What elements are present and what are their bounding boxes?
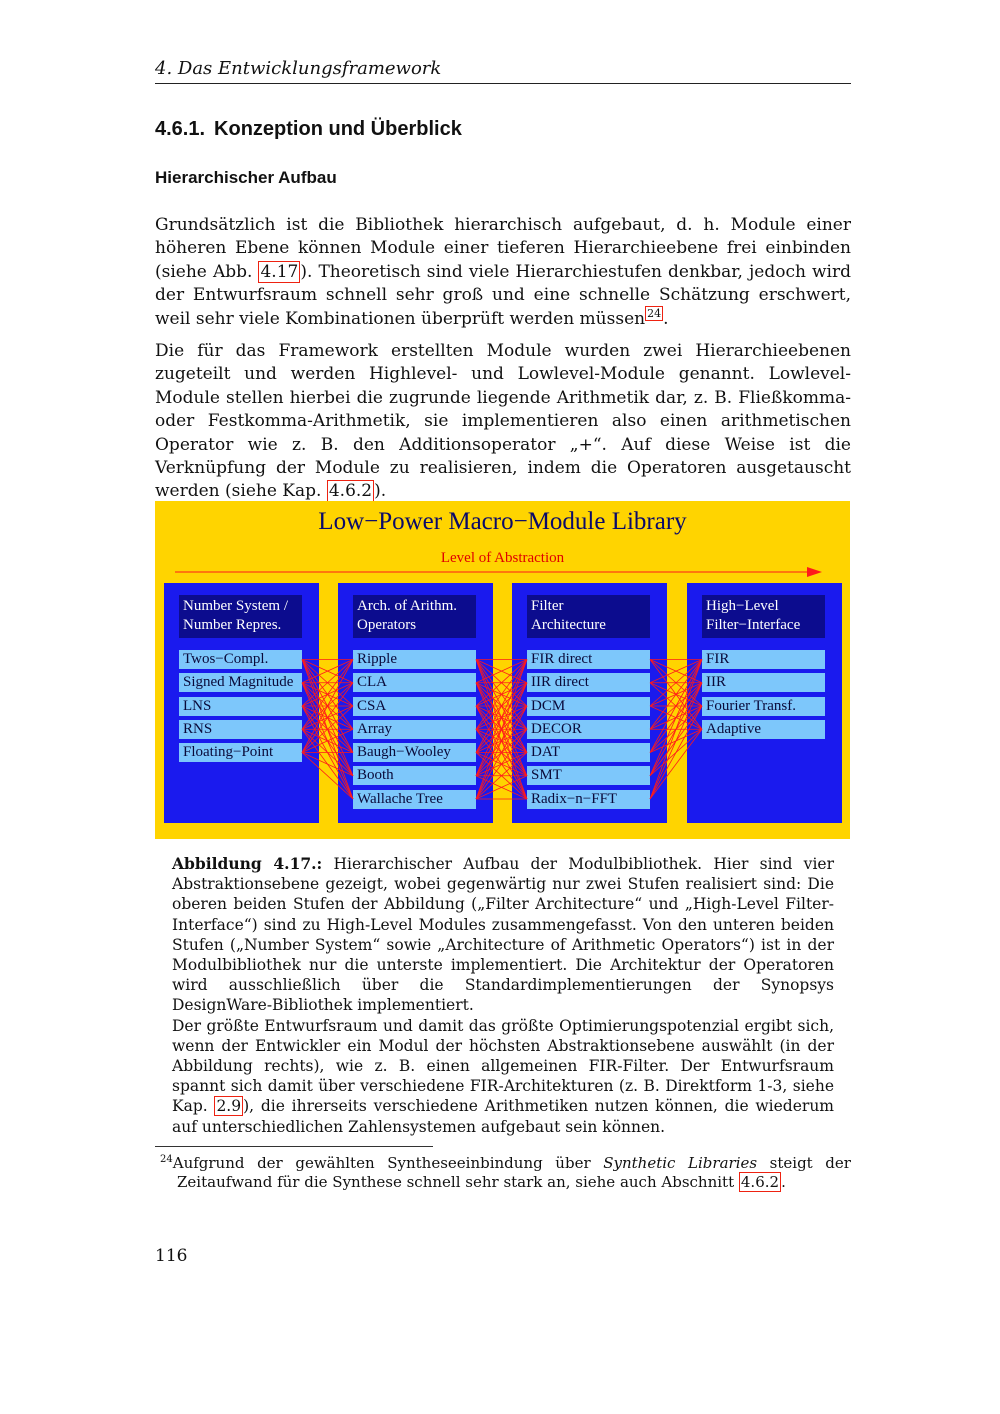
module-item: Array (353, 720, 476, 739)
column-header-line: Number Repres. (183, 616, 282, 633)
abstraction-label: Level of Abstraction (440, 550, 565, 566)
footnote-marker-link[interactable]: 24 (647, 306, 662, 320)
module-item: LNS (179, 697, 302, 716)
module-item: Booth (353, 766, 476, 785)
footnote-emphasis: Synthetic Libraries (603, 1154, 758, 1172)
page-number: 116 (155, 1246, 188, 1266)
column-header-line: Operators (357, 616, 417, 633)
footnote (155, 1150, 851, 1192)
module-item: FIR (702, 650, 825, 669)
diagram-title: Low−Power Macro−Module Library (318, 508, 687, 535)
column-header-line: Number System / (183, 598, 288, 614)
connection-overlay (155, 501, 850, 839)
connection-line (302, 753, 353, 800)
paragraph-1-text: . (663, 308, 669, 329)
module-item: FIR direct (527, 650, 650, 669)
library-diagram (155, 501, 850, 839)
figure-reference-link[interactable]: 4.17 (260, 261, 299, 282)
module-item: DCM (527, 697, 650, 716)
module-item: IIR direct (527, 673, 650, 692)
module-item: Baugh−Wooley (353, 743, 476, 762)
paragraph-2-text: Die für das Framework erstellten Module wurden zwei Hierarchieebenen zugeteilt und werden Highlevel- und Lowlevel-Module genannt. Lowlevel-Module stellen hierbei die zugrunde liegende Arithmetik dar, z. B. Fließkomma- oder Festkomma-Arithmetik, sie implementieren also einen arithmetischen Operator wie z. B. den Additionsoperator „+“. Auf diese Weise ist die Verknüpfung der Module zu realisieren, indem die Operatoren ausgetauscht werden (siehe Kap. (155, 341, 851, 502)
module-item: Wallache Tree (353, 790, 476, 809)
abstraction-arrow-head (807, 567, 822, 577)
module-item: Twos−Compl. (179, 650, 302, 669)
caption-text: Hierarchischer Aufbau der Modulbibliothek. Hier sind vier Abstraktionsebene gezeigt, wobei gegenwärtig nur zwei Stufen realisiert sind: Die oberen beiden Stufen der Abbildung („Filter Architecture“ und „High-Level Filter-Interface“) sind zu High-Level Modules zusammengefasst. Von den unteren beiden Stufen („Number System“ sowie „Architecture of Arithmetic Operators“) ist in der Modulbibliothek nur die unterste implementiert. Die Architektur der Operatoren wird ausschließlich über die Standardimplementierungen der Synopsys DesignWare-Bibliothek implementiert. (172, 855, 834, 1015)
caption-text: ), die ihrerseits verschiedene Arithmetiken nutzen können, die wiederum auf unterschiedlichen Zahlensystemen aufgebaut sein können. (172, 1097, 834, 1136)
subsection-title: Hierarchischer Aufbau (155, 168, 337, 187)
column-header-line: Filter−Interface (706, 616, 801, 633)
caption-label: Abbildung 4.17.: (172, 854, 323, 873)
running-head: 4. Das Entwicklungsframework (155, 58, 851, 84)
module-item: DECOR (527, 720, 650, 739)
chapter-reference-link[interactable]: 4.6.2 (328, 481, 373, 502)
module-item: SMT (527, 766, 650, 785)
section-title-text: Konzeption und Überblick (214, 118, 462, 140)
footnote-number: 24 (160, 1154, 173, 1165)
caption-text: Der größte Entwurfsraum und damit das größte Optimierungspotenzial ergibt sich, wenn der Entwickler ein Modul der höchsten Abstraktionsebene auswählt (in der Abbildung rechts), wie z. B. einen allgemeinen FIR-Filter. Der Entwurfsraum spannt sich damit über verschiedene FIR-Architekturen (z. B. Direktform 1-3, siehe Kap. (172, 1016, 834, 1116)
module-item: Radix−n−FFT (527, 790, 650, 809)
module-item: DAT (527, 743, 650, 762)
connection-line (650, 729, 702, 799)
module-item: CLA (353, 673, 476, 692)
paragraph-1-text: ). Theoretisch sind viele Hierarchiestufen denkbar, jedoch wird der Entwurfsraum schnell sehr groß und eine schnelle Schätzung erschwert, weil sehr viele Kombinationen überprüft werden müssen (155, 261, 851, 329)
paragraph-2 (155, 340, 851, 504)
module-item: CSA (353, 697, 476, 716)
footnote-text: steigt der Zeitaufwand für die Synthese schnell sehr stark an, siehe auch Abschnitt (177, 1154, 851, 1191)
footnote-rule (155, 1146, 433, 1147)
footnote-text: Aufgrund der gewählten Syntheseeinbindung über (172, 1154, 591, 1172)
paragraph-2-text: ). (374, 481, 387, 502)
module-item: Adaptive (702, 720, 825, 739)
section-title (155, 118, 462, 141)
connection-line (302, 753, 353, 776)
paragraph-1 (155, 214, 851, 331)
module-item: RNS (179, 720, 302, 739)
module-item: Floating−Point (179, 743, 302, 762)
module-item: Ripple (353, 650, 476, 669)
column-header-line: Architecture (531, 616, 606, 633)
figure-caption (172, 854, 834, 1137)
module-item: IIR (702, 673, 825, 692)
footnote-reference-link[interactable]: 4.6.2 (740, 1173, 780, 1191)
section-number: 4.6.1. (155, 118, 206, 140)
connection-line (650, 706, 702, 799)
connection-line (650, 660, 702, 776)
footnote-text: . (781, 1173, 786, 1191)
column-header-line: Filter (531, 598, 564, 614)
module-item: Signed Magnitude (179, 673, 302, 692)
connection-line (650, 683, 702, 799)
caption-reference-link[interactable]: 2.9 (216, 1097, 242, 1116)
module-item: Fourier Transf. (702, 697, 825, 716)
paragraph-1-text: Grundsätzlich ist die Bibliothek hierarchisch aufgebaut, d. h. Module einer höheren Ebene können Module einer tieferen Hierarchieebene frei einbinden (siehe Abb. (155, 215, 851, 282)
column-header-line: Arch. of Arithm. (357, 598, 457, 614)
column-header-line: High−Level (706, 598, 779, 614)
